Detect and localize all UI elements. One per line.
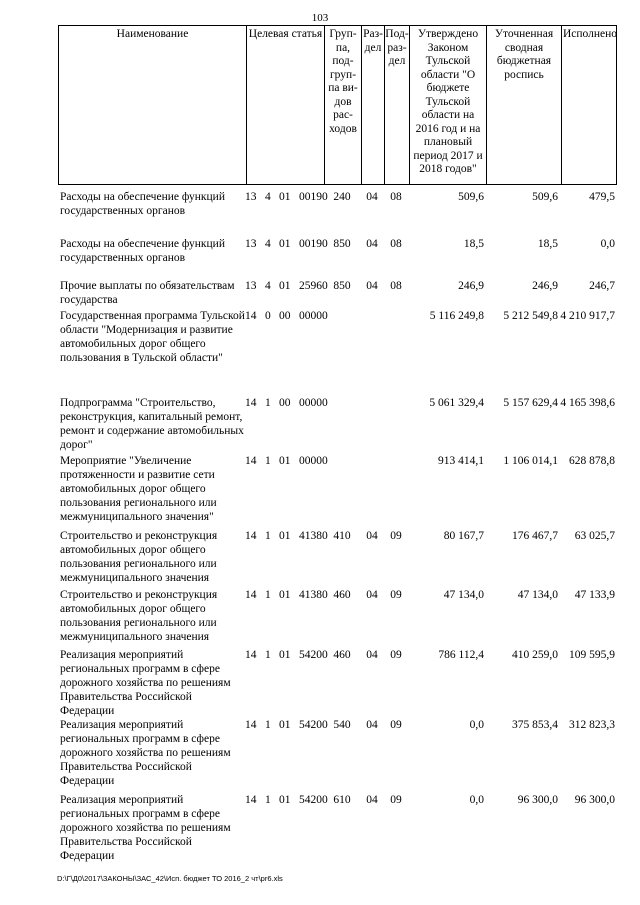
row-target-code — [245, 396, 328, 410]
row-subsection: 09 — [390, 589, 402, 601]
row-subsection: 09 — [390, 530, 402, 542]
row-name: Строительство и реконструкция автомобильных дорог общего пользования регионального или межмуниципального значения — [60, 589, 218, 643]
row-executed: 628 878,8 — [569, 455, 615, 467]
row-executed: 96 300,0 — [574, 794, 615, 806]
row-subsection: 08 — [390, 191, 402, 203]
row-subsection: 08 — [390, 238, 402, 250]
row-executed: 109 595,9 — [569, 649, 615, 661]
row-executed: 246,7 — [589, 280, 615, 292]
code-part-4: 00000 — [299, 310, 328, 322]
code-part-4: 54200 — [299, 649, 328, 661]
row-group: 240 — [333, 191, 351, 203]
row-group: 540 — [333, 719, 351, 731]
row-refined: 1 106 014,1 — [503, 455, 558, 467]
row-refined: 5 212 549,8 — [503, 310, 558, 322]
code-part-1: 13 — [245, 280, 257, 292]
row-executed: 63 025,7 — [574, 530, 615, 542]
row-section: 04 — [366, 191, 378, 203]
row-group: 460 — [333, 589, 351, 601]
row-group: 850 — [333, 238, 351, 250]
row-target-code — [245, 529, 328, 543]
row-target-code — [245, 588, 328, 602]
row-group: 850 — [333, 280, 351, 292]
row-refined: 509,6 — [532, 191, 558, 203]
row-target-code — [245, 237, 328, 251]
row-name: Мероприятие "Увеличение протяженности и развитие сети автомобильных дорог общего пользования регионального или межмуниципального значения" — [60, 455, 217, 523]
code-part-1: 14 — [245, 794, 257, 806]
code-part-1: 14 — [245, 397, 257, 409]
row-refined: 47 134,0 — [517, 589, 558, 601]
row-section: 04 — [366, 280, 378, 292]
row-name: Расходы на обеспечение функций государственных органов — [60, 238, 225, 264]
row-group: 410 — [333, 530, 351, 542]
row-executed: 47 133,9 — [574, 589, 615, 601]
row-refined: 375 853,4 — [512, 719, 558, 731]
row-approved: 509,6 — [458, 191, 484, 203]
code-part-3: 01 — [279, 794, 291, 806]
code-part-4: 00000 — [299, 455, 328, 467]
code-part-3: 01 — [279, 455, 291, 467]
row-refined: 96 300,0 — [517, 794, 558, 806]
code-part-3: 00 — [279, 397, 291, 409]
row-approved: 47 134,0 — [443, 589, 484, 601]
code-part-1: 14 — [245, 530, 257, 542]
code-part-2: 1 — [265, 530, 271, 542]
code-part-3: 01 — [279, 649, 291, 661]
code-part-2: 1 — [265, 455, 271, 467]
code-part-1: 13 — [245, 191, 257, 203]
row-target-code — [245, 648, 328, 662]
code-part-4: 00190 — [299, 238, 328, 250]
code-part-3: 01 — [279, 530, 291, 542]
row-target-code — [245, 454, 328, 468]
row-approved: 0,0 — [469, 719, 484, 731]
row-target-code — [245, 190, 328, 204]
code-part-4: 00000 — [299, 397, 328, 409]
row-name: Прочие выплаты по обязательствам государства — [60, 280, 235, 306]
row-approved: 0,0 — [469, 794, 484, 806]
row-refined: 246,9 — [532, 280, 558, 292]
code-part-4: 41380 — [299, 589, 328, 601]
code-part-1: 14 — [245, 649, 257, 661]
row-name: Строительство и реконструкция автомобильных дорог общего пользования регионального или межмуниципального значения — [60, 530, 218, 584]
row-refined: 410 259,0 — [512, 649, 558, 661]
header-target: Целевая статья — [246, 26, 324, 184]
code-part-3: 00 — [279, 310, 291, 322]
row-target-code — [245, 279, 328, 293]
code-part-1: 14 — [245, 589, 257, 601]
row-name: Подпрограмма "Строительство, реконструкция, капитальный ремонт, ремонт и содержание автомобильных дорог" — [60, 397, 244, 451]
row-subsection: 09 — [390, 649, 402, 661]
row-target-code — [245, 793, 328, 807]
code-part-1: 13 — [245, 238, 257, 250]
row-refined: 5 157 629,4 — [503, 397, 558, 409]
header-refined: Уточненная сводная бюджетная роспись — [486, 26, 561, 184]
code-part-2: 1 — [265, 397, 271, 409]
header-group: Груп-па, под-груп-па ви-дов рас-ходов — [324, 26, 361, 184]
row-subsection: 09 — [390, 794, 402, 806]
row-approved: 786 112,4 — [438, 649, 484, 661]
code-part-2: 4 — [265, 191, 271, 203]
row-name: Реализация мероприятий региональных программ в сфере дорожного хозяйства по решениям Правительства Российской Федерации — [60, 794, 231, 862]
page-number: 103 — [311, 12, 329, 24]
code-part-1: 14 — [245, 455, 257, 467]
row-approved: 80 167,7 — [443, 530, 484, 542]
row-section: 04 — [366, 238, 378, 250]
code-part-1: 14 — [245, 719, 257, 731]
table-header — [58, 25, 617, 185]
row-section: 04 — [366, 649, 378, 661]
code-part-2: 4 — [265, 280, 271, 292]
row-executed: 312 823,3 — [569, 719, 615, 731]
row-target-code — [245, 309, 328, 323]
header-subsection: Под-раз-дел — [384, 26, 409, 184]
row-executed: 479,5 — [589, 191, 615, 203]
row-approved: 5 061 329,4 — [429, 397, 484, 409]
row-group: 610 — [333, 794, 351, 806]
code-part-3: 01 — [279, 238, 291, 250]
code-part-1: 14 — [245, 310, 257, 322]
row-name: Реализация мероприятий региональных программ в сфере дорожного хозяйства по решениям Правительства Российской Федерации — [60, 649, 231, 717]
header-name: Наименование — [116, 28, 189, 40]
row-name: Реализация мероприятий региональных программ в сфере дорожного хозяйства по решениям Правительства Российской Федерации — [60, 719, 231, 787]
code-part-2: 1 — [265, 649, 271, 661]
row-executed: 0,0 — [600, 238, 615, 250]
code-part-4: 00190 — [299, 191, 328, 203]
code-part-3: 01 — [279, 191, 291, 203]
row-section: 04 — [366, 589, 378, 601]
row-section: 04 — [366, 719, 378, 731]
code-part-3: 01 — [279, 589, 291, 601]
header-section: Раз-дел — [361, 26, 384, 184]
row-section: 04 — [366, 794, 378, 806]
row-executed: 4 210 917,7 — [560, 310, 615, 322]
row-approved: 18,5 — [463, 238, 484, 250]
footer-file-path: D:\Г\Д0\2017\ЗАКОНЫ\ЗАС_42\Исп. бюджет ТО 2016_2 чт\pr6.xls — [57, 874, 283, 883]
row-approved: 913 414,1 — [438, 455, 484, 467]
row-executed: 4 165 398,6 — [560, 397, 615, 409]
row-section: 04 — [366, 530, 378, 542]
row-approved: 246,9 — [458, 280, 484, 292]
row-refined: 176 467,7 — [512, 530, 558, 542]
code-part-4: 54200 — [299, 719, 328, 731]
code-part-2: 1 — [265, 589, 271, 601]
code-part-2: 0 — [265, 310, 271, 322]
header-executed: Исполнено — [561, 26, 618, 184]
header-approved: Утверждено Законом Тульской области "О бюджете Тульской области на 2016 год и на плановый период 2017 и 2018 годов" — [409, 26, 486, 184]
code-part-3: 01 — [279, 719, 291, 731]
row-name: Расходы на обеспечение функций государственных органов — [60, 191, 225, 217]
row-name: Государственная программа Тульской области "Модернизация и развитие автомобильных дорог общего пользования в Тульской области" — [60, 310, 245, 364]
row-target-code — [245, 718, 328, 732]
code-part-4: 54200 — [299, 794, 328, 806]
row-subsection: 09 — [390, 719, 402, 731]
row-approved: 5 116 249,8 — [429, 310, 484, 322]
code-part-2: 4 — [265, 238, 271, 250]
code-part-4: 25960 — [299, 280, 328, 292]
code-part-4: 41380 — [299, 530, 328, 542]
row-subsection: 08 — [390, 280, 402, 292]
code-part-2: 1 — [265, 719, 271, 731]
code-part-2: 1 — [265, 794, 271, 806]
code-part-3: 01 — [279, 280, 291, 292]
row-refined: 18,5 — [537, 238, 558, 250]
row-group: 460 — [333, 649, 351, 661]
